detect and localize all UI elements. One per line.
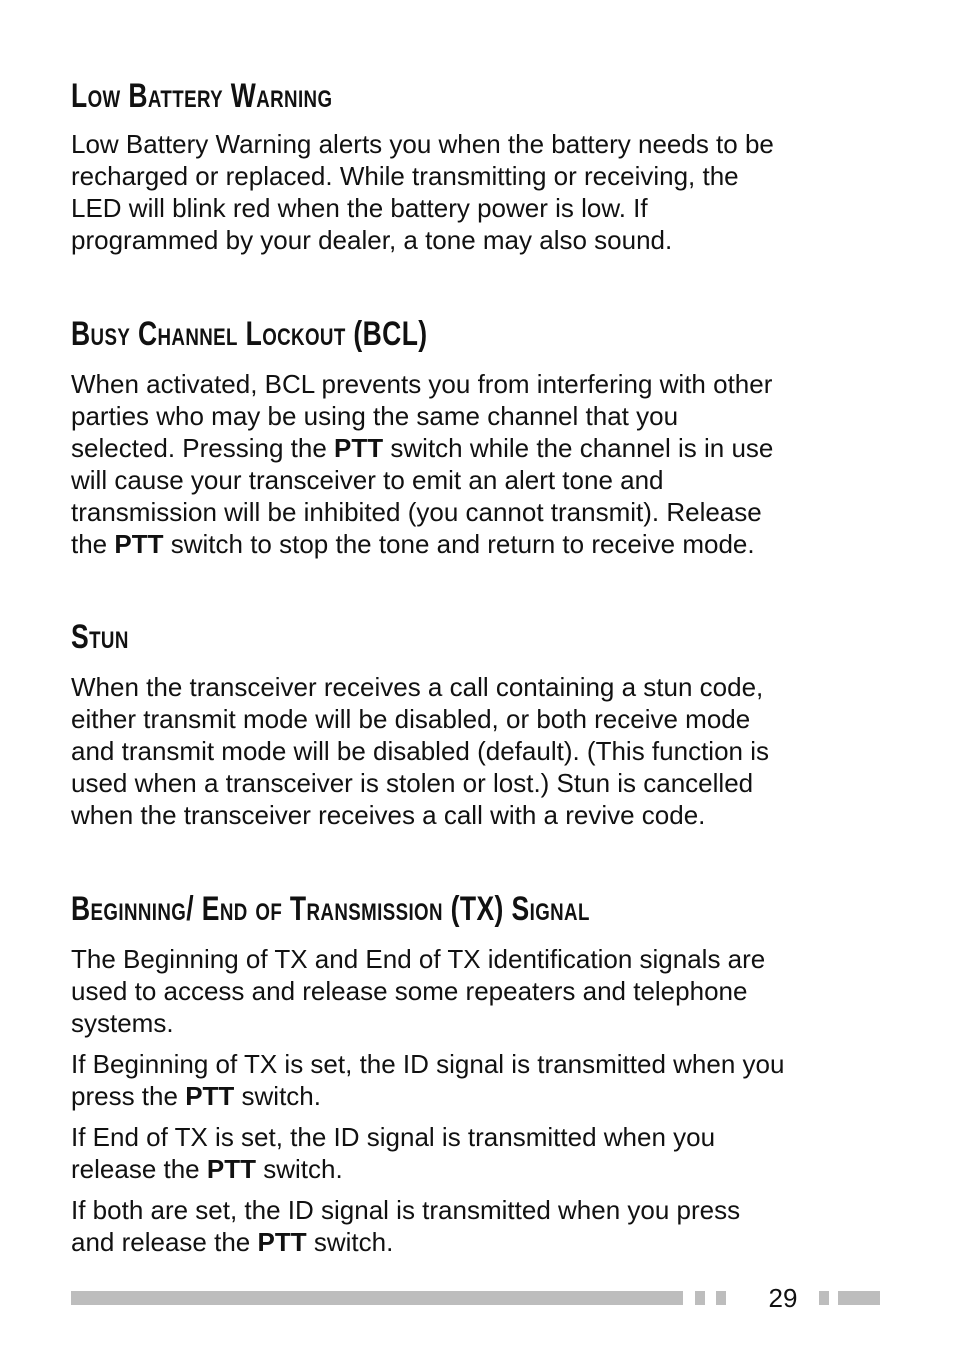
text-line: switch to stop the tone and return to receive mode. xyxy=(170,529,755,559)
heading-beginning-end-tx-signal: Beginning/ End of Transmission (TX) Signal xyxy=(71,890,590,928)
paragraph-both-set xyxy=(71,1194,883,1258)
text-line: and transmit mode will be disabled (default). (This function is xyxy=(71,736,769,766)
paragraph-tx-signal-intro xyxy=(71,943,883,1039)
ptt-bold-term: PTT xyxy=(257,1227,307,1257)
text-line: and release the xyxy=(71,1227,251,1257)
text-line: used when a transceiver is stolen or lost.) Stun is cancelled xyxy=(71,768,754,798)
footer-square xyxy=(716,1291,726,1305)
text-line: LED will blink red when the battery power is low. If xyxy=(71,193,648,223)
ptt-bold-term: PTT xyxy=(206,1154,256,1184)
text-line: Low Battery Warning alerts you when the battery needs to be xyxy=(71,129,774,159)
page-number: 29 xyxy=(768,1283,798,1313)
text-line: the xyxy=(71,529,108,559)
text-line: press the xyxy=(71,1081,178,1111)
paragraph-low-battery-warning xyxy=(71,128,883,256)
footer-bar xyxy=(71,1291,683,1305)
text-line: switch. xyxy=(263,1154,343,1184)
paragraph-end-of-tx xyxy=(71,1121,883,1185)
text-line: switch. xyxy=(241,1081,321,1111)
text-line: programmed by your dealer, a tone may also sound. xyxy=(71,225,673,255)
text-line: If Beginning of TX is set, the ID signal is transmitted when you xyxy=(71,1049,785,1079)
footer-square xyxy=(819,1291,829,1305)
text-line: parties who may be using the same channel that you xyxy=(71,401,679,431)
footer-bar-end xyxy=(838,1291,880,1305)
ptt-bold-term: PTT xyxy=(334,433,384,463)
paragraph-stun xyxy=(71,671,883,831)
text-line: systems. xyxy=(71,1008,174,1038)
text-line: release the xyxy=(71,1154,200,1184)
page-footer xyxy=(71,1283,883,1313)
text-line: When the transceiver receives a call containing a stun code, xyxy=(71,672,764,702)
text-line: transmission will be inhibited (you cannot transmit). Release xyxy=(71,497,762,527)
text-line: The Beginning of TX and End of TX identification signals are xyxy=(71,944,766,974)
heading-stun: Stun xyxy=(71,618,129,656)
ptt-bold-term: PTT xyxy=(114,529,164,559)
heading-low-battery-warning: Low Battery Warning xyxy=(71,77,333,115)
text-line: selected. Pressing the xyxy=(71,433,327,463)
text-line: switch. xyxy=(313,1227,394,1257)
text-line: If both are set, the ID signal is transmitted when you press xyxy=(71,1195,741,1225)
ptt-bold-term: PTT xyxy=(185,1081,235,1111)
paragraph-busy-channel-lockout xyxy=(71,368,883,560)
footer-square xyxy=(695,1291,705,1305)
text-line: when the transceiver receives a call with a revive code. xyxy=(71,800,706,830)
text-line: switch while the channel is in use xyxy=(390,433,774,463)
paragraph-beginning-of-tx xyxy=(71,1048,883,1112)
text-line: recharged or replaced. While transmitting or receiving, the xyxy=(71,161,739,191)
text-line: either transmit mode will be disabled, or both receive mode xyxy=(71,704,751,734)
text-line: When activated, BCL prevents you from interfering with other xyxy=(71,369,773,399)
text-line: If End of TX is set, the ID signal is transmitted when you xyxy=(71,1122,716,1152)
heading-busy-channel-lockout: Busy Channel Lockout (BCL) xyxy=(71,315,428,353)
text-line: will cause your transceiver to emit an alert tone and xyxy=(71,465,664,495)
text-line: used to access and release some repeaters and telephone xyxy=(71,976,748,1006)
